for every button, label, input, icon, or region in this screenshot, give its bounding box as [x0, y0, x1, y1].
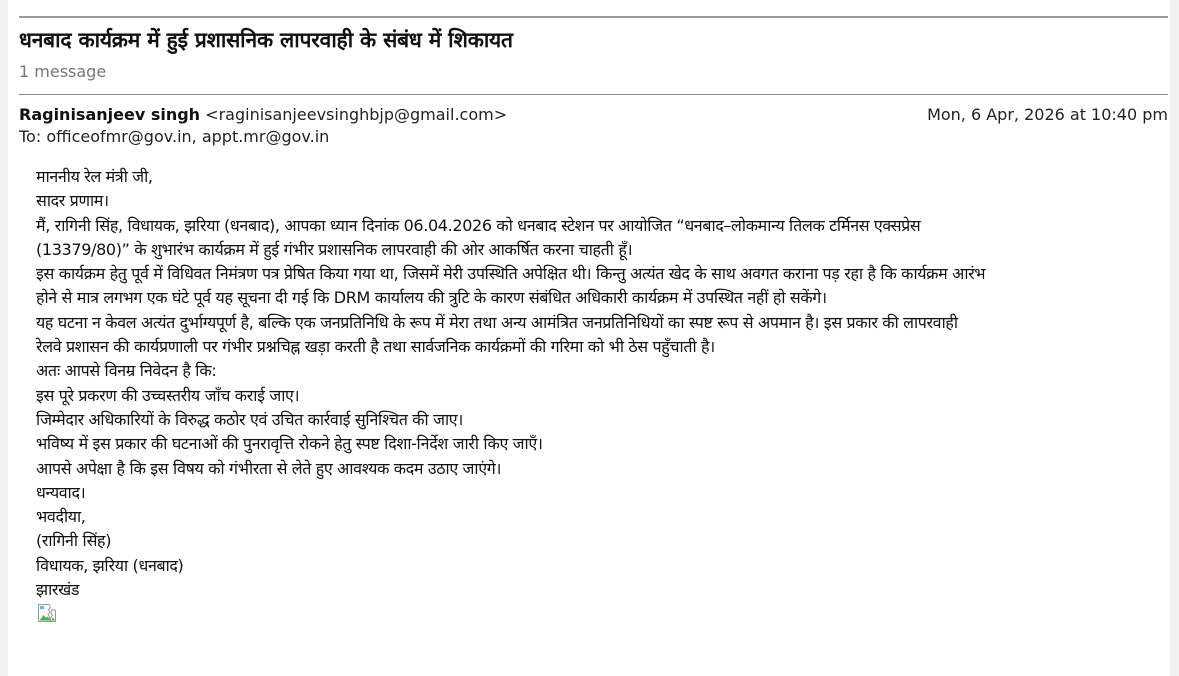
- top-divider: [19, 16, 1168, 18]
- body-line: आपसे अपेक्षा है कि इस विषय को गंभीरता से लेते हुए आवश्यक कदम उठाए जाएंगे।: [36, 458, 502, 478]
- email-view: [8, 0, 1170, 676]
- broken-image-icon[interactable]: [37, 603, 57, 623]
- body-line: यह घटना न केवल अत्यंत दुर्भाग्यपूर्ण है, बल्कि एक जनप्रतिनिधि के रूप में मेरा तथा अन्य आमंत्रित जनप्रतिनिधियों का स्पष्ट रूप से अपमान है। इस प्रकार की लापरवाही: [36, 312, 958, 332]
- body-line: जिम्मेदार अधिकारियों के विरुद्ध कठोर एवं उचित कार्रवाई सुनिश्चित की जाए।: [36, 409, 463, 429]
- email-subject: धनबाद कार्यक्रम में हुई प्रशासनिक लापरवाही के संबंध में शिकायत: [19, 28, 513, 52]
- email-body: [36, 165, 1158, 602]
- body-line: इस कार्यक्रम हेतु पूर्व में विधिवत निमंत्रण पत्र प्रेषित किया गया था, जिसमें मेरी उपस्थिति अपेक्षित थी। किन्तु अत्यंत खेद के साथ अवगत कराना पड़ रहा है कि कार्यक्रम आरंभ: [36, 264, 986, 284]
- recipients: To: officeofmr@gov.in, appt.mr@gov.in: [19, 127, 330, 146]
- body-line: (रागिनी सिंह): [36, 531, 112, 551]
- sender-line: [19, 105, 507, 124]
- header-divider: [19, 94, 1168, 95]
- body-line: इस पूरे प्रकरण की उच्चस्तरीय जाँच कराई जाए।: [36, 385, 300, 405]
- body-line: झारखंड: [36, 580, 80, 600]
- sender-email[interactable]: <raginisanjeevsinghbjp@gmail.com>: [205, 105, 508, 124]
- body-line: अतः आपसे विनम्र निवेदन है कि:: [36, 361, 217, 381]
- body-line: भवदीया,: [36, 507, 86, 527]
- sender-name[interactable]: Raginisanjeev singh: [19, 105, 201, 124]
- body-line: विधायक, झरिया (धनबाद): [36, 555, 184, 575]
- body-line: माननीय रेल मंत्री जी,: [36, 167, 153, 186]
- email-date: Mon, 6 Apr, 2026 at 10:40 pm: [927, 105, 1168, 124]
- body-line: रेलवे प्रशासन की कार्यप्रणाली पर गंभीर प्रश्नचिह्न खड़ा करती है तथा सार्वजनिक कार्यक्रमों की गरिमा को भी ठेस पहुँचाती है।: [36, 337, 715, 357]
- body-line: (13379/80)” के शुभारंभ कार्यक्रम में हुई गंभीर प्रशासनिक लापरवाही की ओर आकर्षित करना चाहती हूँ।: [36, 239, 633, 259]
- body-line: मैं, रागिनी सिंह, विधायक, झरिया (धनबाद), आपका ध्यान दिनांक 06.04.2026 को धनबाद स्टेशन पर आयोजित “धनबाद–लोकमान्य तिलक टर्मिनस एक्सप्रेस: [36, 215, 921, 235]
- body-line: भविष्य में इस प्रकार की घटनाओं की पुनरावृत्ति रोकने हेतु स्पष्ट दिशा-निर्देश जारी किए जाएँ।: [36, 434, 543, 454]
- message-count: 1 message: [19, 62, 107, 81]
- body-line: धन्यवाद।: [36, 482, 86, 502]
- body-line: सादर प्रणाम।: [36, 191, 109, 211]
- body-line: होने से मात्र लगभग एक घंटे पूर्व यह सूचना दी गई कि DRM कार्यालय की त्रुटि के कारण संबंधित अधिकारी कार्यक्रम में उपस्थित नहीं हो सकेंगे।: [36, 288, 827, 308]
